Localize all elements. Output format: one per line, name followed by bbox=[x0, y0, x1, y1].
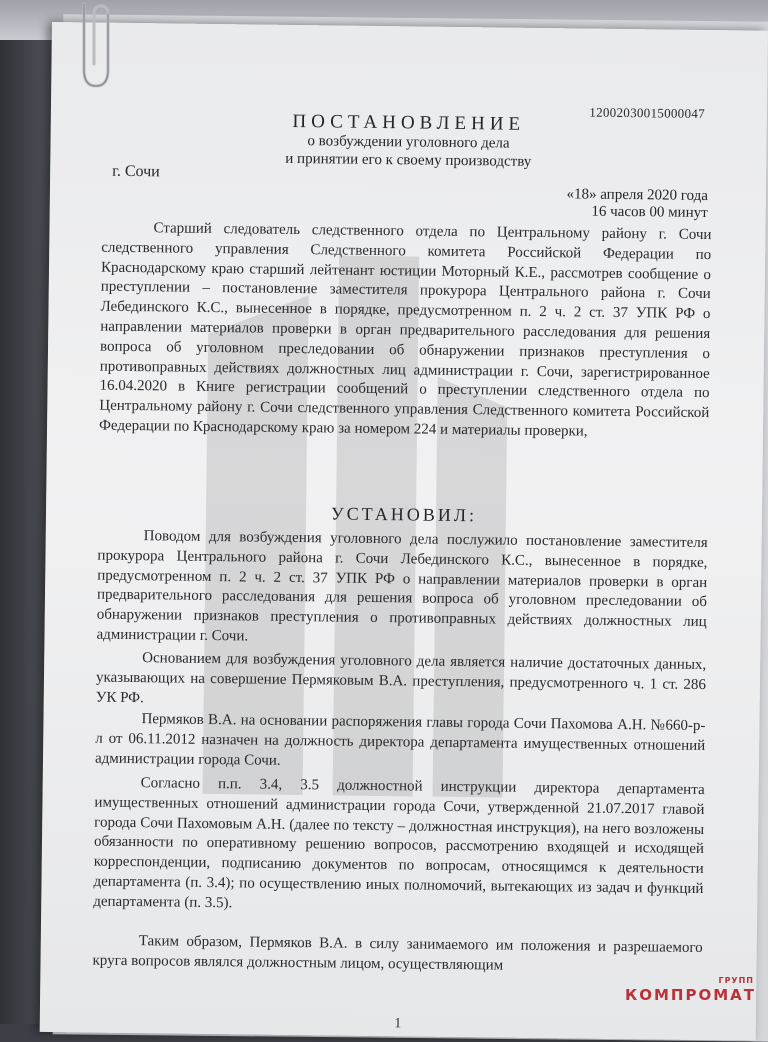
document-date-block bbox=[566, 186, 708, 222]
paragraph-2: Основанием для возбуждения уголовного дела является наличие достаточных данных, указывающих на совершение Пермяковым В.А. преступления, предусмотренного ч. 1 ст. 286 УК РФ. bbox=[95, 650, 707, 706]
paragraph-3: Пермяков В.А. на основании распоряжения главы города Сочи Пахомова А.Н. №660-р-л от 06.11.2012 назначен на должность директора департамента имущественных отношений администрации города Сочи. bbox=[94, 711, 706, 769]
document-time: 16 часов 00 минут bbox=[591, 203, 708, 222]
paperclip-icon bbox=[70, 0, 116, 92]
paragraph-1: Поводом для возбуждения уголовного дела послужило постановление заместителя прокурора Центрального района г. Сочи Лебединского К.С., вынесенное в порядке, предусмотренном п. 2 ч. 2 ст. 37 УПК РФ о направлении материалов проверки в орган предварительного расследования для решения вопроса об уголовном преследовании об обнаружении признаков преступления о противоправных действиях должностных лиц администрации г. Сочи. bbox=[96, 528, 708, 645]
intro-paragraph: Старший следователь следственного отдела по Центральному району г. Сочи следственного управления Следственного комитета Российской Федерации по Краснодарскому краю старший лейтенант юстиции Моторный К.Е., рассмотрев сообщение о преступлении – постановление заместителя прокурора Центрального района г. Сочи Лебединского К.С., вынесенное в порядке, предусмотренном п. 2 ч. 2 ст. 37 УПК РФ о направлении материалов проверки в орган предварительного расследования для решения вопроса об уголовном преследовании об обнаружении признаков преступления о противоправных действиях должностных лиц администрации г. Сочи, зарегистрированное 16.04.2020 в Книге регистрации сообщений о преступлении следственного отдела по Центральному району г. Сочи следственного управления Следственного комитета Российской Федерации по Краснодарскому краю за номером 224 и материалы проверки, bbox=[98, 220, 712, 440]
document-number: 12002030015000047 bbox=[589, 104, 706, 121]
document-city: г. Сочи bbox=[112, 162, 160, 181]
section-heading: УСТАНОВИЛ: bbox=[330, 503, 478, 526]
page-number: 1 bbox=[394, 1016, 402, 1032]
paragraph-4: Согласно п.п. 3.4, 3.5 должностной инструкции директора департамента имущественных отношений администрации города Сочи, утвержденной 21.07.2017 главой города Сочи Пахомовым А.Н. (далее по тексту – должностная инструкция), на него возложены обязанности по оперативному решению вопросов, рассмотрению входящей и исходящей корреспонденции, подписанию документов по вопросам, относящимся к деятельности департамента (п. 3.4); по осуществлению иных полномочий, вытекающих из задач и функций департамента (п. 3.5). bbox=[93, 775, 705, 912]
document-page bbox=[40, 22, 768, 1041]
document-subtitle-2: и принятии его к своему производству bbox=[285, 150, 532, 170]
document-title: ПОСТАНОВЛЕНИЕ bbox=[292, 110, 526, 135]
paragraph-5: Таким образом, Пермяков В.А. в силу занимаемого им положения и разрешаемого круга вопросов являлся должностным лицом, осуществляющим bbox=[92, 933, 703, 974]
watermark-brand: КОМПРОМАТ bbox=[624, 986, 756, 1004]
document-subtitle-1: о возбуждении уголовного дела bbox=[307, 133, 510, 152]
watermark-brand-top: ГРУПП bbox=[718, 976, 754, 985]
document-date: «18» апреля 2020 года bbox=[566, 186, 709, 205]
